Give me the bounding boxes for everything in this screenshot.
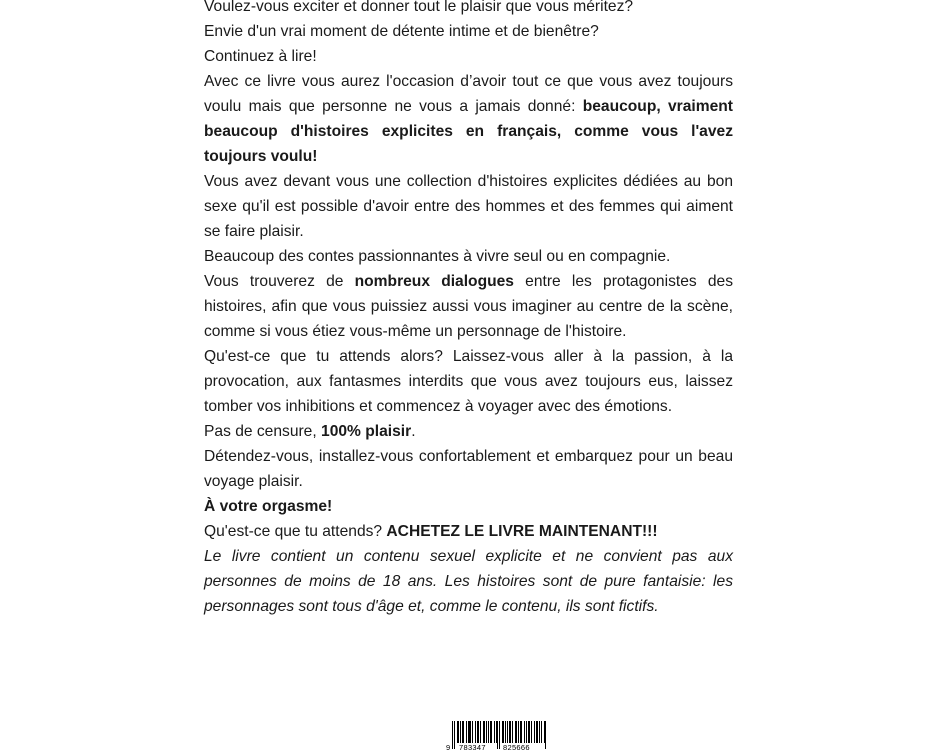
barcode-bar — [541, 721, 542, 743]
isbn-barcode — [445, 721, 547, 752]
barcode-bar — [468, 721, 469, 743]
paragraph: Continuez à lire! — [204, 48, 317, 65]
barcode-bar — [488, 721, 489, 743]
barcode-bar — [507, 721, 508, 743]
paragraph: Vous trouverez de nombreux dialogues entre les protagonistes des histoires, afin que vous puissiez aussi vous imaginer au centre de la scène, comme si vous étiez vous-même un personnage de l'histoire. — [204, 273, 734, 340]
barcode-bar — [486, 721, 487, 743]
barcode-bar — [518, 721, 519, 743]
barcode-bar — [526, 721, 527, 743]
barcode-bar — [539, 721, 540, 743]
barcode-bar — [462, 721, 463, 743]
call-to-action: Qu'est-ce que tu attends? ACHETEZ LE LIVRE MAINTENANT!!! — [204, 523, 658, 540]
barcode-bar — [478, 721, 479, 743]
barcode-bar — [524, 721, 525, 743]
barcode-bar — [510, 721, 511, 743]
barcode-bar — [520, 721, 521, 743]
barcode-bar — [458, 721, 459, 743]
barcode-bar — [528, 721, 529, 743]
barcode-bar — [480, 721, 481, 743]
paragraph: Pas de censure, 100% plaisir. — [204, 423, 416, 440]
barcode-bar — [545, 721, 546, 749]
book-description — [204, 0, 733, 619]
barcode-bar — [463, 721, 464, 743]
barcode-bar — [544, 721, 545, 743]
barcode-left-digits: 783347 — [459, 743, 486, 752]
barcode-bar — [452, 721, 453, 749]
barcode-bar — [536, 721, 537, 743]
barcode-bar — [534, 721, 535, 743]
barcode-bar — [454, 721, 455, 749]
barcode-bar — [503, 721, 504, 743]
barcode-bar — [475, 721, 476, 743]
barcode-bar — [491, 721, 492, 743]
barcode-bar — [497, 721, 498, 749]
content-warning: Le livre contient un contenu sexuel explicite et ne convient pas aux personnes de moins de 18 ans. Les histoires sont de pure fantaisie: les personnages sont tous d'âge et, comme le contenu, ils sont fictifs. — [204, 548, 733, 615]
barcode-bar — [537, 721, 538, 743]
barcode-bar — [457, 721, 458, 743]
paragraph: Beaucoup des contes passionnantes à vivre seul ou en compagnie. — [204, 248, 671, 265]
barcode-right-digits: 825666 — [503, 743, 530, 752]
paragraph: Voulez-vous exciter et donner tout le plaisir que vous méritez? — [204, 0, 634, 15]
barcode-bar — [483, 721, 484, 743]
barcode-bar — [521, 721, 522, 743]
paragraph: Envie d'un vrai moment de détente intime et de bienêtre? — [204, 23, 599, 40]
barcode-bar — [460, 721, 461, 743]
barcode-lead-digit: 9 — [446, 743, 451, 752]
barcode-bar — [484, 721, 485, 743]
paragraph: Détendez-vous, installez-vous confortablement et embarquez pour un beau voyage plaisir. — [204, 448, 733, 490]
barcode-bar — [472, 721, 473, 743]
barcode-bar — [529, 721, 530, 743]
barcode-bar — [505, 721, 506, 743]
barcode-bar — [509, 721, 510, 743]
barcode-bar — [515, 721, 516, 743]
barcode-bar — [502, 721, 503, 743]
barcode-bar — [496, 721, 497, 743]
barcode-bar — [477, 721, 478, 743]
barcode-bar — [466, 721, 467, 743]
paragraph: Qu'est-ce que tu attends alors? Laissez-vous aller à la passion, à la provocation, aux fantasmes interdits que vous avez toujours eus, laissez tomber vos inhibitions et commencez à voyager avec des émotions. — [204, 348, 733, 415]
barcode-bar — [469, 721, 470, 743]
barcode-bar — [490, 721, 491, 743]
paragraph: Vous avez devant vous une collection d'histoires explicites dédiées au bon sexe qu'il est possible d'avoir entre des hommes et des femmes qui aiment se faire plaisir. — [204, 173, 733, 240]
paragraph: Avec ce livre vous aurez l'occasion d’avoir tout ce que vous avez toujours voulu mais que personne ne vous a jamais donné: beaucoup, vraiment beaucoup d'histoires explicites en français, comme vous l'avez toujours voulu! — [204, 73, 734, 165]
barcode-bar — [512, 721, 513, 743]
barcode-bar — [531, 721, 532, 743]
barcode-bar — [516, 721, 517, 743]
barcode-bar — [494, 721, 495, 743]
closing-heading: À votre orgasme! — [204, 498, 333, 515]
barcode-bar — [470, 721, 471, 743]
barcode-bar — [499, 721, 500, 749]
